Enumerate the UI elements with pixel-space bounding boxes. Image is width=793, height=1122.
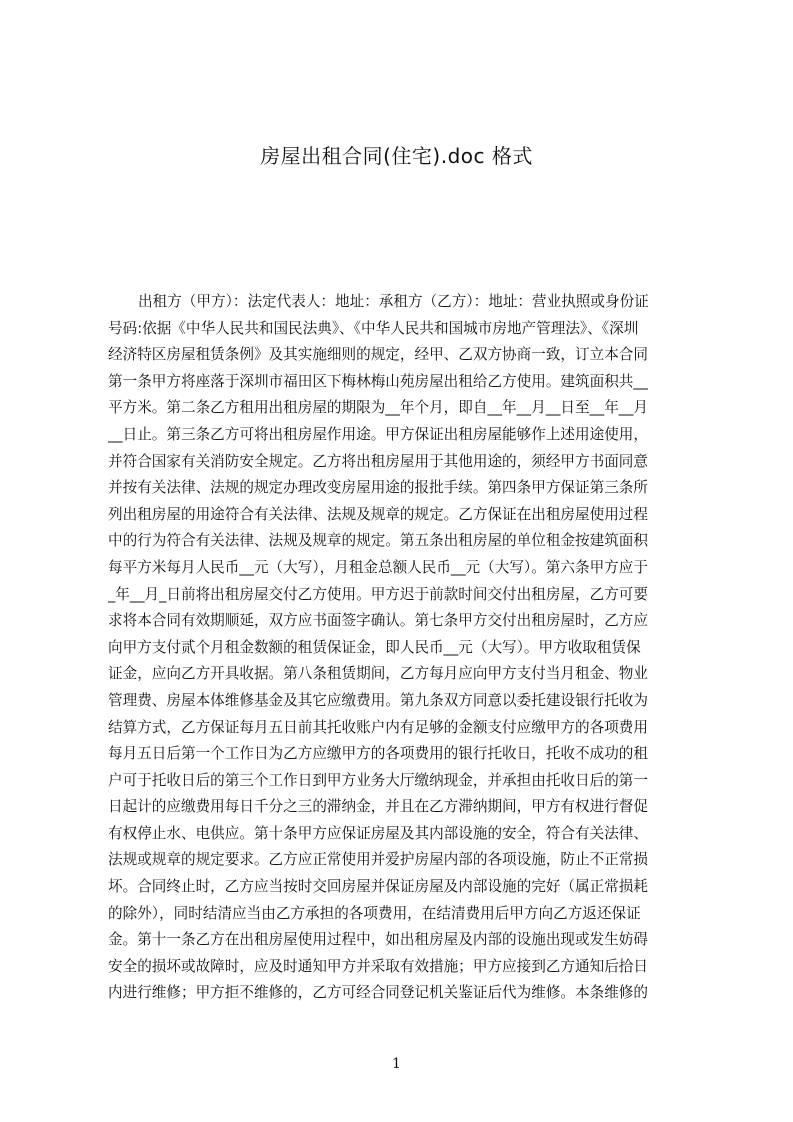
text-line: 向甲方支付贰个月租金数额的租赁保证金，即人民币__元（大写）。甲方收取租赁保 (108, 638, 641, 656)
text-line: 并符合国家有关消防安全规定。乙方将出租房屋用于其他用途的，须经甲方书面同意 (108, 452, 648, 470)
text-line: 金。第十一条乙方在出租房屋使用过程中，如出租房屋及内部的设施出现或发生妨碍 (108, 931, 648, 949)
text-line: 证金，应向乙方开具收据。第八条租赁期间，乙方每月应向甲方支付当月租金、物业 (108, 665, 648, 683)
text-line: 并按有关法律、法规的规定办理改变房屋用途的报批手续。第四条甲方保证第三条所 (108, 479, 648, 497)
text-line: 第一条甲方将座落于深圳市福田区下梅林梅山苑房屋出租给乙方使用。建筑面积共__ (108, 372, 648, 390)
text-line: 安全的损坏或故障时，应及时通知甲方并采取有效措施；甲方应接到乙方通知后拾日 (108, 957, 648, 975)
text-line: 法规或规章的规定要求。乙方应正常使用并爱护房屋内部的各项设施，防止不正常损 (108, 851, 648, 869)
text-line: 出租方（甲方）：法定代表人：地址：承租方（乙方）：地址：营业执照或身份证 (138, 293, 649, 310)
text-line: 日起计的应缴费用每日千分之三的滞纳金，并且在乙方滞纳期间，甲方有权进行督促 (108, 798, 648, 816)
text-line: 内进行维修；甲方拒不维修的，乙方可经合同登记机关鉴证后代为维修。本条维修的 (108, 984, 648, 1002)
text-line: 号码:依据《中华人民共和国民法典》、《中华人民共和国城市房地产管理法》、《深圳 (108, 319, 639, 337)
contract-body (108, 289, 698, 1007)
text-line: 每平方米每月人民币__元（大写），月租金总额人民币__元（大写）。第六条甲方应于 (108, 558, 648, 576)
text-line: 求将本合同有效期顺延，双方应书面签字确认。第七条甲方交付出租房屋时，乙方应 (108, 612, 648, 630)
text-line: 经济特区房屋租赁条例》及其实施细则的规定，经甲、乙双方协商一致，订立本合同 (108, 346, 648, 364)
text-line: 的除外），同时结清应当由乙方承担的各项费用，在结清费用后甲方向乙方返还保证 (108, 904, 641, 922)
text-line: 每月五日后第一个工作日为乙方应缴甲方的各项费用的银行托收日，托收不成功的租 (108, 745, 648, 763)
text-line: __日止。第三条乙方可将出租房屋作用途。甲方保证出租房屋能够作上述用途使用， (108, 425, 648, 443)
text-line: 户可于托收日后的第三个工作日到甲方业务大厅缴纳现金，并承担由托收日后的第一 (108, 771, 648, 789)
page-number: 1 (392, 1056, 401, 1072)
text-line: 管理费、房屋本体维修基金及其它应缴费用。第九条双方同意以委托建设银行托收为 (108, 691, 648, 709)
text-line: 坏。合同终止时，乙方应当按时交回房屋并保证房屋及内部设施的完好（属正常损耗 (108, 878, 648, 896)
text-line: 结算方式，乙方保证每月五日前其托收账户内有足够的金额支付应缴甲方的各项费用 (108, 718, 648, 736)
text-line: 平方米。第二条乙方租用出租房屋的期限为__年个月，即自__年__月__日至__年__月 (108, 399, 648, 417)
text-line: 有权停止水、电供应。第十条甲方应保证房屋及其内部设施的安全，符合有关法律、 (108, 824, 648, 842)
text-line: 列出租房屋的用途符合有关法律、法规及规章的规定。乙方保证在出租房屋使用过程 (108, 505, 648, 523)
text-line: 中的行为符合有关法律、法规及规章的规定。第五条出租房屋的单位租金按建筑面积 (108, 532, 648, 550)
document-title: 房屋出租合同(住宅).doc 格式 (260, 144, 533, 168)
text-line: _年__月_日前将出租房屋交付乙方使用。甲方迟于前款时间交付出租房屋，乙方可要 (108, 585, 648, 603)
